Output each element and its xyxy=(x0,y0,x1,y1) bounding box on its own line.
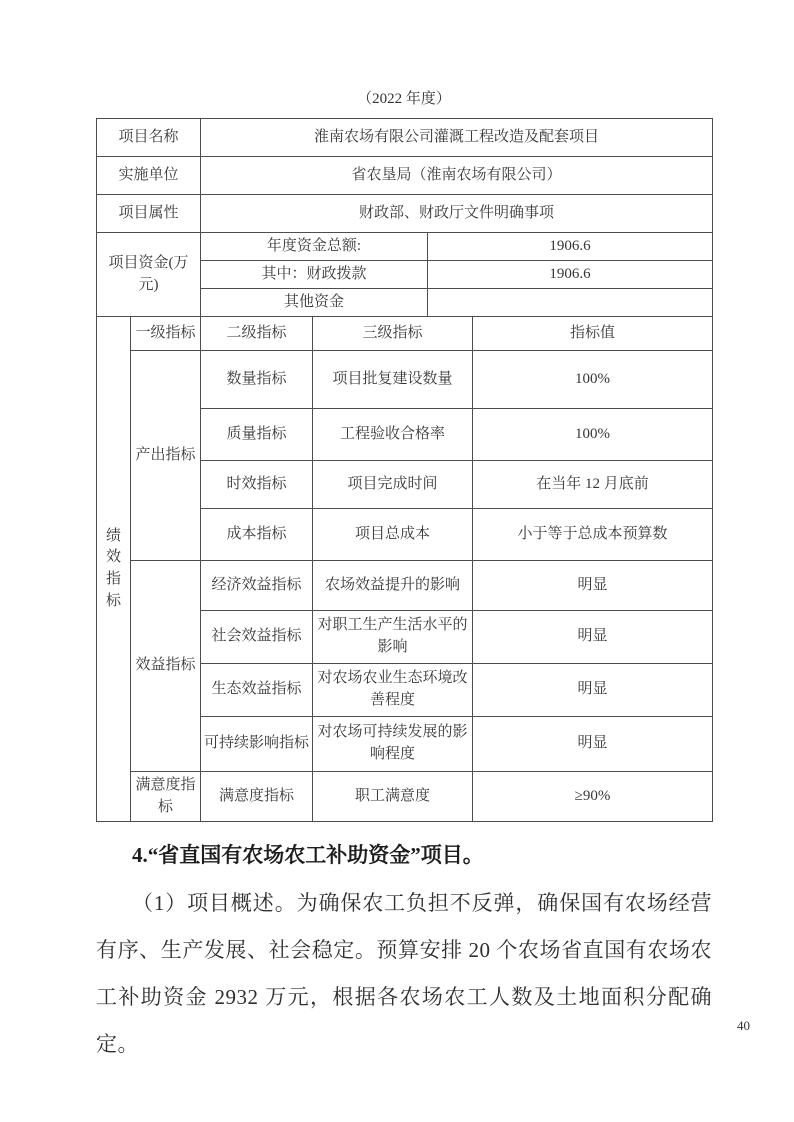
side-label: 绩效指标 xyxy=(97,317,131,822)
value-cell: 在当年 12 月底前 xyxy=(473,461,713,509)
value-cell: 100% xyxy=(473,351,713,409)
level1-cell: 满意度指标 xyxy=(131,772,201,822)
level3-cell: 职工满意度 xyxy=(313,772,473,822)
level2-cell: 成本指标 xyxy=(201,509,313,561)
value-cell: ≥90% xyxy=(473,772,713,822)
level3-cell: 对职工生产生活水平的影响 xyxy=(313,611,473,664)
value-cell: 小于等于总成本预算数 xyxy=(473,509,713,561)
level2-cell: 生态效益指标 xyxy=(201,664,313,717)
row-label: 项目属性 xyxy=(97,195,201,233)
row-value: 财政部、财政厅文件明确事项 xyxy=(201,195,713,233)
level2-cell: 社会效益指标 xyxy=(201,611,313,664)
level3-cell: 对农场农业生态环境改善程度 xyxy=(313,664,473,717)
project-table xyxy=(96,118,713,822)
indicator-row xyxy=(97,351,713,409)
table-row xyxy=(97,195,713,233)
level2-cell: 可持续影响指标 xyxy=(201,717,313,772)
section-paragraph xyxy=(96,880,712,1068)
funding-value: 1906.6 xyxy=(428,261,713,289)
funding-label: 项目资金(万元) xyxy=(97,233,201,317)
level2-cell: 数量指标 xyxy=(201,351,313,409)
funding-item: 年度资金总额: xyxy=(201,233,428,261)
value-cell: 明显 xyxy=(473,717,713,772)
level1-cell: 效益指标 xyxy=(131,561,201,772)
paragraph-line: （1）项目概述。为确保农工负担不反弹，确保国有农场经营 xyxy=(132,891,712,915)
indicator-row xyxy=(97,772,713,822)
row-value: 淮南农场有限公司灌溉工程改造及配套项目 xyxy=(201,119,713,157)
level1-header: 一级指标 xyxy=(131,317,201,351)
section-heading: 4.“省直国有农场农工补助资金”项目。 xyxy=(132,843,484,867)
level3-header: 三级指标 xyxy=(313,317,473,351)
level1-cell: 产出指标 xyxy=(131,351,201,561)
level2-cell: 经济效益指标 xyxy=(201,561,313,611)
value-header: 指标值 xyxy=(473,317,713,351)
funding-value xyxy=(428,289,713,317)
level3-cell: 对农场可持续发展的影响程度 xyxy=(313,717,473,772)
level3-cell: 项目批复建设数量 xyxy=(313,351,473,409)
table-row xyxy=(97,119,713,157)
indicator-header-row xyxy=(97,317,713,351)
row-label: 项目名称 xyxy=(97,119,201,157)
table-row xyxy=(97,157,713,195)
paragraph-line: 有序、生产发展、社会稳定。预算安排 20 个农场省直国有农场农 xyxy=(96,938,712,962)
page-number: 40 xyxy=(737,1018,750,1033)
level3-cell: 项目完成时间 xyxy=(313,461,473,509)
level2-header: 二级指标 xyxy=(201,317,313,351)
funding-item: 其他资金 xyxy=(201,289,428,317)
value-cell: 明显 xyxy=(473,611,713,664)
level2-cell: 时效指标 xyxy=(201,461,313,509)
value-cell: 明显 xyxy=(473,664,713,717)
value-cell: 100% xyxy=(473,409,713,461)
indicator-row xyxy=(97,561,713,611)
level3-cell: 农场效益提升的影响 xyxy=(313,561,473,611)
level3-cell: 工程验收合格率 xyxy=(313,409,473,461)
paragraph-line: 工补助资金 2932 万元，根据各农场农工人数及土地面积分配确 xyxy=(96,985,712,1009)
funding-row xyxy=(97,233,713,261)
document-subtitle: （2022 年度） xyxy=(357,91,451,107)
page-content xyxy=(96,88,712,1068)
funding-item: 其中：财政拨款 xyxy=(201,261,428,289)
row-label: 实施单位 xyxy=(97,157,201,195)
level3-cell: 项目总成本 xyxy=(313,509,473,561)
value-cell: 明显 xyxy=(473,561,713,611)
paragraph-line: 定。 xyxy=(96,1032,139,1056)
level2-cell: 满意度指标 xyxy=(201,772,313,822)
row-value: 省农垦局（淮南农场有限公司） xyxy=(201,157,713,195)
level2-cell: 质量指标 xyxy=(201,409,313,461)
funding-value: 1906.6 xyxy=(428,233,713,261)
